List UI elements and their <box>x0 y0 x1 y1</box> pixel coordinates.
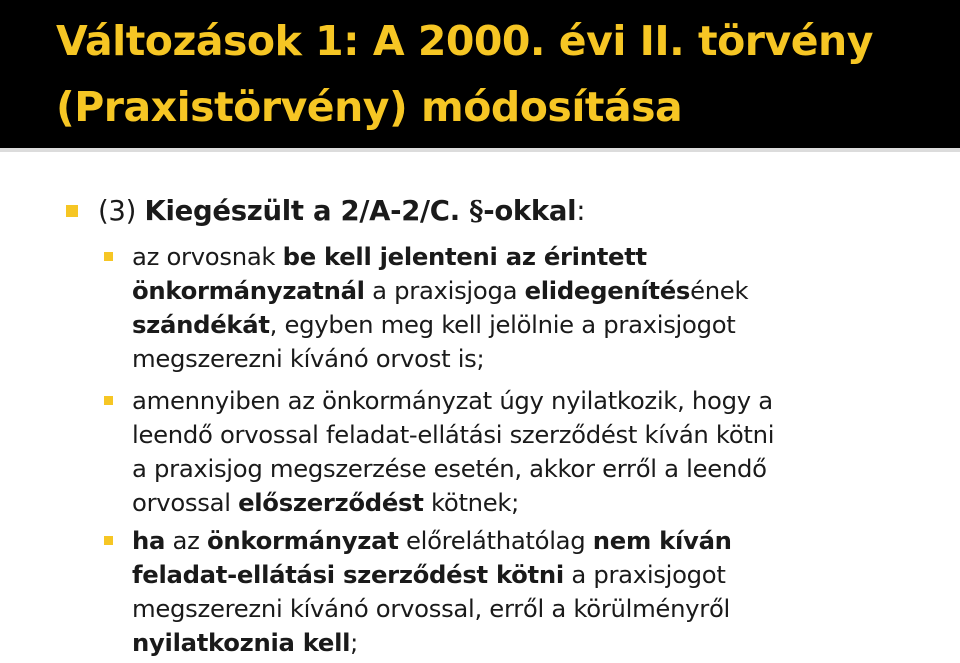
bold-text: be kell jelenteni az érintett <box>282 242 647 271</box>
bold-text: önkormányzatnál <box>132 276 365 305</box>
sub-bullet-line <box>132 524 932 558</box>
section-sign: § <box>469 195 484 227</box>
sub-bullet-line <box>132 274 932 308</box>
sub-bullet-square-icon <box>104 536 113 545</box>
sub-bullet-line <box>132 384 932 418</box>
bold-text: ha <box>132 526 166 555</box>
text: megszerezni kívánó orvost is; <box>132 344 485 373</box>
text: előreláthatólag <box>398 526 593 555</box>
sub-bullet-3 <box>132 524 932 660</box>
text: leendő orvossal feladat-ellátási szerződést kíván kötni <box>132 420 775 449</box>
sub-bullet-line <box>132 308 932 342</box>
text: megszerezni kívánó orvossal, erről a körülményről <box>132 594 730 623</box>
main-bullet-suffix: : <box>576 195 586 227</box>
bold-text: önkormányzat <box>206 526 399 555</box>
sub-bullet-square-icon <box>104 396 113 405</box>
sub-bullet-line <box>132 626 932 660</box>
slide-title-line-2: (Praxistörvény) módosítása <box>56 83 683 131</box>
text: kötnek; <box>423 488 520 517</box>
bold-text: elidegenítés <box>524 276 691 305</box>
bold-text: feladat-ellátási szerződést kötni <box>132 560 564 589</box>
sub-bullet-line <box>132 558 932 592</box>
text: az <box>165 526 207 555</box>
sub-bullet-line <box>132 240 932 274</box>
bullet-square-icon <box>66 205 78 217</box>
main-bullet-text <box>98 192 585 230</box>
bold-text: előszerződést <box>238 488 424 517</box>
sub-bullet-line <box>132 486 932 520</box>
slide-title-line-1: Változások 1: A 2000. évi II. törvény <box>56 17 873 65</box>
text: , egyben meg kell jelölnie a praxisjogot <box>269 310 736 339</box>
bold-text: szándékát <box>132 310 270 339</box>
text: ; <box>350 628 359 657</box>
sub-bullet-line <box>132 342 932 376</box>
main-bullet-bold: Kiegészült a 2/A-2/C. <box>144 195 470 227</box>
sub-bullet-line <box>132 418 932 452</box>
text: amennyiben az önkormányzat úgy nyilatkozik, hogy a <box>132 386 773 415</box>
main-bullet-bold-suffix: -okkal <box>483 195 577 227</box>
text: az orvosnak <box>132 242 283 271</box>
sub-bullet-line <box>132 592 932 626</box>
sub-bullet-2 <box>132 384 932 520</box>
text: ének <box>690 276 749 305</box>
main-bullet-prefix: (3) <box>98 195 145 227</box>
sub-bullet-line <box>132 452 932 486</box>
text: a praxisjog megszerzése esetén, akkor erről a leendő <box>132 454 767 483</box>
text: a praxisjogot <box>563 560 726 589</box>
text: orvossal <box>132 488 239 517</box>
sub-bullet-square-icon <box>104 252 113 261</box>
text: a praxisjoga <box>364 276 525 305</box>
bold-text: nyilatkoznia kell <box>132 628 351 657</box>
bold-text: nem kíván <box>592 526 732 555</box>
sub-bullet-1 <box>132 240 932 376</box>
